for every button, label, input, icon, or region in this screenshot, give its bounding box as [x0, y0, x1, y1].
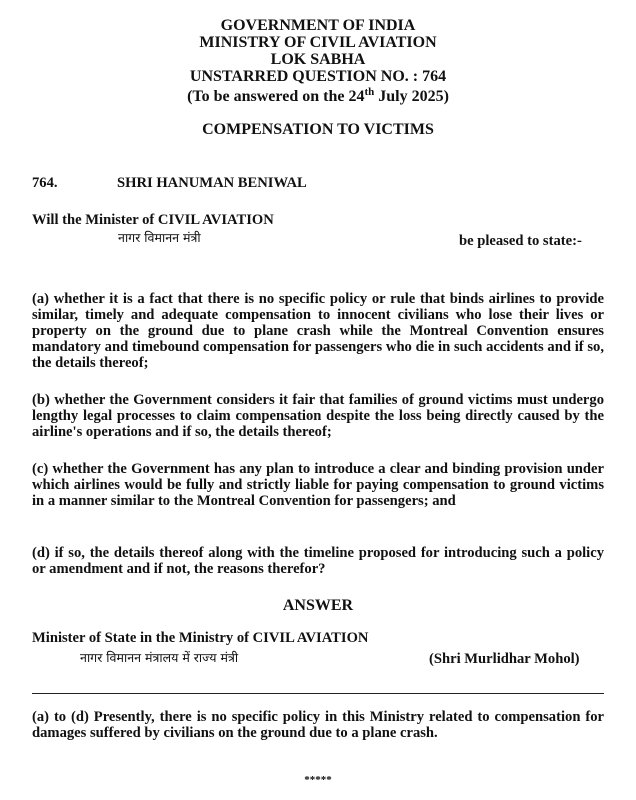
answer-heading: ANSWER: [282, 597, 354, 614]
question-part-d: (d) if so, the details thereof along with the timeline proposed for introducing such a policy or amendment and if not, the reasons therefor?: [32, 545, 604, 577]
answer-date-prefix: (To be answered on the 24: [187, 88, 365, 105]
header-answer-date: [0, 88, 636, 105]
answer-date-rest: July 2025): [374, 88, 449, 105]
addressed-to: Will the Minister of CIVIL AVIATION: [32, 212, 274, 228]
subject-title: COMPENSATION TO VICTIMS: [202, 121, 434, 138]
question-part-a: (a) whether it is a fact that there is no specific policy or rule that binds airlines to provide similar, timely and adequate compensation to innocent civilians who lose their lives or property on the ground due to plane crash while the Montreal Convention ensures mandatory and timebound compensation for passengers who die in such accidents and if so, the details thereof;: [32, 291, 604, 371]
minister-title: Minister of State in the Ministry of CIVIL AVIATION: [32, 630, 369, 646]
header-house: LOK SABHA: [270, 51, 366, 68]
question-part-b: (b) whether the Government considers it fair that families of ground victims must undergo lengthy legal processes to claim compensation despite the loss being directly caused by the airline's operations and if so, the details thereof;: [32, 392, 604, 440]
answer-body: (a) to (d) Presently, there is no specific policy in this Ministry related to compensation for damages suffered by civilians on the ground due to a plane crash.: [32, 709, 604, 741]
minister-name: (Shri Murlidhar Mohol): [429, 651, 580, 667]
question-part-c: (c) whether the Government has any plan to introduce a clear and binding provision under which airlines would be fully and strictly liable for paying compensation to ground victims in a manner similar to the Montreal Convention for passengers; and: [32, 461, 604, 509]
member-name: SHRI HANUMAN BENIWAL: [117, 175, 307, 191]
header-ministry: MINISTRY OF CIVIL AVIATION: [199, 34, 437, 51]
question-number: 764.: [32, 175, 58, 191]
end-mark: *****: [304, 774, 332, 786]
answer-divider: [32, 693, 604, 694]
answer-date-ordinal: th: [364, 86, 375, 98]
pleased-to-state: be pleased to state:-: [459, 233, 582, 249]
addressed-to-hindi: नागर विमानन मंत्री: [118, 230, 201, 245]
header-government: GOVERNMENT OF INDIA: [220, 17, 416, 34]
header-question-number: UNSTARRED QUESTION NO. : 764: [189, 68, 447, 85]
minister-title-hindi: नागर विमानन मंत्रालय में राज्य मंत्री: [80, 650, 239, 665]
